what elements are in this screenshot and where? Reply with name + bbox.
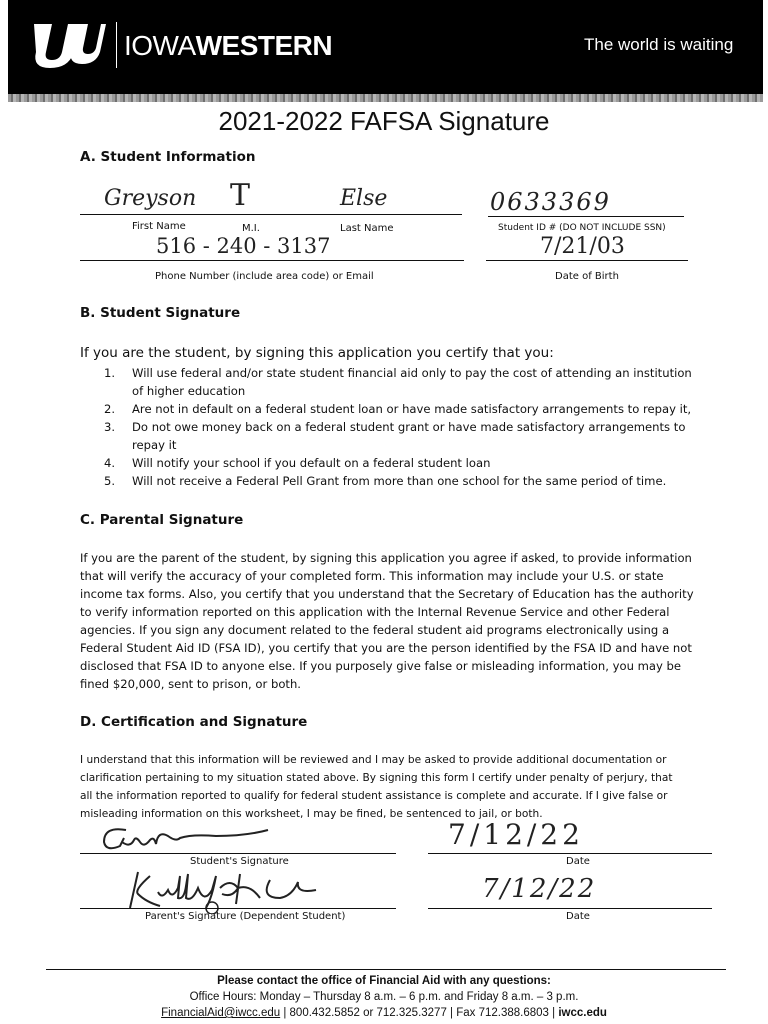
last-name-label: Last Name (340, 223, 394, 234)
footer-office-hours: Office Hours: Monday – Thursday 8 a.m. – 6 p.m. and Friday 8 a.m. – 3 p.m. (189, 991, 579, 1003)
footer-contact-heading: Please contact the office of Financial Aid with any questions: (217, 975, 551, 987)
name-line (80, 214, 462, 215)
footer-phones: | 800.432.5852 or 712.325.3277 | Fax 712.388.6803 | (280, 1007, 559, 1019)
dob-label: Date of Birth (555, 271, 619, 282)
footer-rule (46, 969, 726, 970)
section-b-heading: B. Student Signature (80, 305, 241, 321)
middle-initial-value: T (230, 178, 251, 213)
phone-label: Phone Number (include area code) or Email (155, 271, 374, 282)
certification-number: 3. (104, 420, 116, 434)
student-id-value: 0633369 (490, 188, 611, 216)
logo-wordmark (124, 30, 332, 62)
certification-text: Do not owe money back on a federal student grant or have made satisfactory arrangements to repay it (132, 420, 686, 452)
first-name-label: First Name (132, 221, 186, 232)
certification-statement: I understand that this information will be reviewed and I may be asked to provide additional documentation or clarification pertaining to my situation stated above. By signing this form I certify under penalty of perjury, that all the information reported to qualify for federal student assistance is complete and accurate. If I give false or misleading information on this worksheet, I may be fined, be sentenced to jail, or both. (80, 754, 673, 820)
student-date-value: 7/12/22 (448, 818, 584, 851)
footer-website-link[interactable]: iwcc.edu (558, 1007, 607, 1019)
footer-contact-line (0, 1007, 768, 1019)
dob-line (486, 260, 688, 261)
student-signature-label: Student's Signature (190, 856, 289, 867)
certification-list (104, 364, 694, 490)
student-certify-intro: If you are the student, by signing this application you certify that you: (80, 345, 554, 361)
first-name-value: Greyson (104, 186, 197, 211)
certification-item (104, 472, 694, 490)
iowa-western-logo-icon (30, 18, 106, 72)
dob-value: 7/21/03 (540, 234, 625, 259)
certification-item (104, 454, 694, 472)
certification-number: 5. (104, 474, 116, 488)
parent-date-label: Date (566, 911, 590, 922)
student-id-line (488, 216, 684, 217)
parent-signature-line (80, 908, 396, 909)
certification-text: Will not receive a Federal Pell Grant from more than one school for the same period of time. (132, 474, 667, 488)
parent-signature-label: Parent's Signature (Dependent Student) (145, 911, 346, 922)
certification-number: 4. (104, 456, 116, 470)
parent-date-value: 7/12/22 (482, 874, 597, 904)
certification-text: Will notify your school if you default on a federal student loan (132, 456, 491, 470)
parental-statement: If you are the parent of the student, by signing this application you agree if asked, to provide information that will verify the accuracy of your completed form. This information may include your U.S. or state income tax forms. Also, you certify that you understand that the Secretary of Education has the authority to verify information reported on this application with the Internal Revenue Service and other Federal agencies. If you sign any document related to the federal student aid programs electronically using a Federal Student Aid ID (FSA ID), you certify that you are the person identified by the FSA ID and have not disclosed that FSA ID to anyone else. If you purposely give false or misleading information, you may be fined $20,000, sent to prison, or both. (80, 551, 694, 691)
student-signature-line (80, 853, 396, 854)
page-title: 2021-2022 FAFSA Signature (218, 106, 550, 136)
logo-divider (116, 22, 117, 68)
logo-suffix: WESTERN (195, 30, 333, 61)
logo-prefix: IOWA (124, 30, 196, 61)
section-c-heading: C. Parental Signature (80, 512, 244, 528)
tagline: The world is waiting (584, 35, 734, 54)
certification-item (104, 400, 694, 418)
section-a-heading: A. Student Information (80, 149, 256, 165)
certification-text: Are not in default on a federal student loan or have made satisfactory arrangements to repay it, (132, 402, 692, 416)
student-date-label: Date (566, 856, 590, 867)
student-id-label: Student ID # (DO NOT INCLUDE SSN) (498, 223, 666, 233)
last-name-value: Else (340, 186, 388, 211)
certification-item (104, 418, 694, 454)
parent-date-line (428, 908, 712, 909)
section-d-heading: D. Certification and Signature (80, 714, 308, 730)
mi-label: M.I. (242, 223, 260, 234)
certification-number: 1. (104, 366, 116, 380)
scan-edge-strip (8, 94, 763, 102)
student-date-line (428, 853, 712, 854)
certification-number: 2. (104, 402, 116, 416)
phone-value: 516 - 240 - 3137 (156, 234, 331, 258)
certification-text: Will use federal and/or state student financial aid only to pay the cost of attending an institution of higher education (132, 366, 692, 398)
certification-item (104, 364, 694, 400)
footer-email-link[interactable]: FinancialAid@iwcc.edu (161, 1007, 281, 1019)
student-signature-icon (96, 822, 276, 856)
phone-line (80, 260, 464, 261)
